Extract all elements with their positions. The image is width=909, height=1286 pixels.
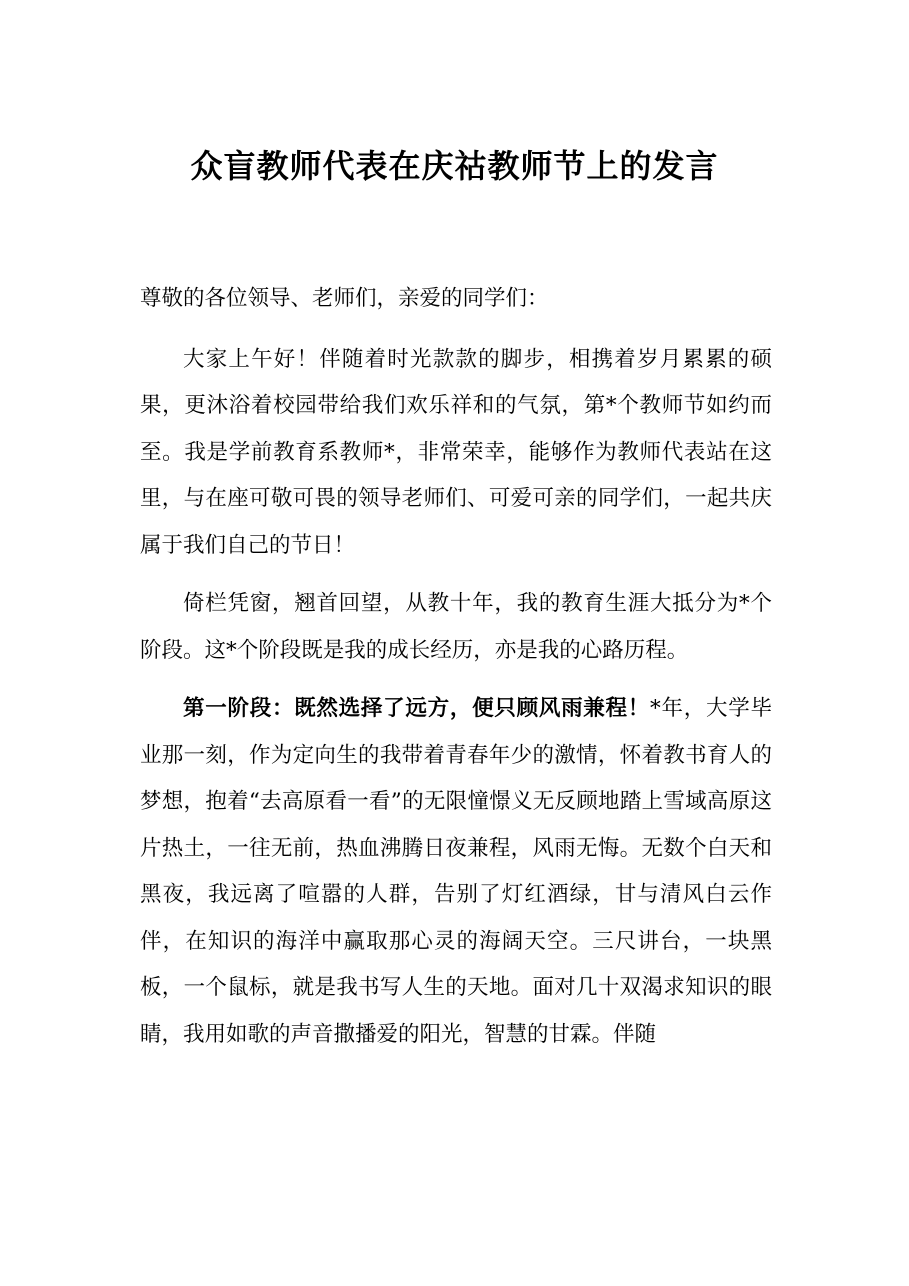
document-title: 众盲教师代表在庆祜教师节上的发言 [190, 147, 719, 185]
stage-one-heading: 第一阶段：既然选择了远方，便只顾风雨兼程！ [183, 696, 651, 721]
stage-one-text: *年，大学毕业那一刻，作为定向生的我带着青春年少的激情，怀着教书育人的梦想，抱着“去高原看一看”的无限憧憬义无反顾地踏上雪域高原这片热土，一往无前，热血沸腾日夜兼程，风雨无悔。无数个白天和黑夜，我远离了喧嚣的人群，告别了灯红酒绿，甘与清风白云作伴，在知识的海洋中赢取那心灵的海阔天空。三尺讲台，一块黑板，一个鼠标，就是我书写人生的天地。面对几十双渴求知识的眼睛，我用如歌的声音撒播爱的阳光，智慧的甘霖。伴随 [140, 696, 772, 1047]
document-body [140, 276, 772, 1058]
paragraph-stages-intro: 倚栏凭窗，翘首回望，从教十年，我的教育生涯大抵分为*个阶段。这*个阶段既是我的成长经历，亦是我的心路历程。 [140, 591, 772, 663]
paragraph-greeting: 大家上午好！伴随着时光款款的脚步，相携着岁月累累的硕果，更沐浴着校园带给我们欢乐祥和的气氛，第*个教师节如约而至。我是学前教育系教师*，非常荣幸，能够作为教师代表站在这里，与在座可敬可畏的领导老师们、可爱可亲的同学们，一起共庆属于我们自己的节日！ [140, 346, 772, 558]
paragraph-stage-one [140, 686, 772, 1058]
salutation: 尊敬的各位领导、老师们，亲爱的同学们： [140, 286, 549, 311]
